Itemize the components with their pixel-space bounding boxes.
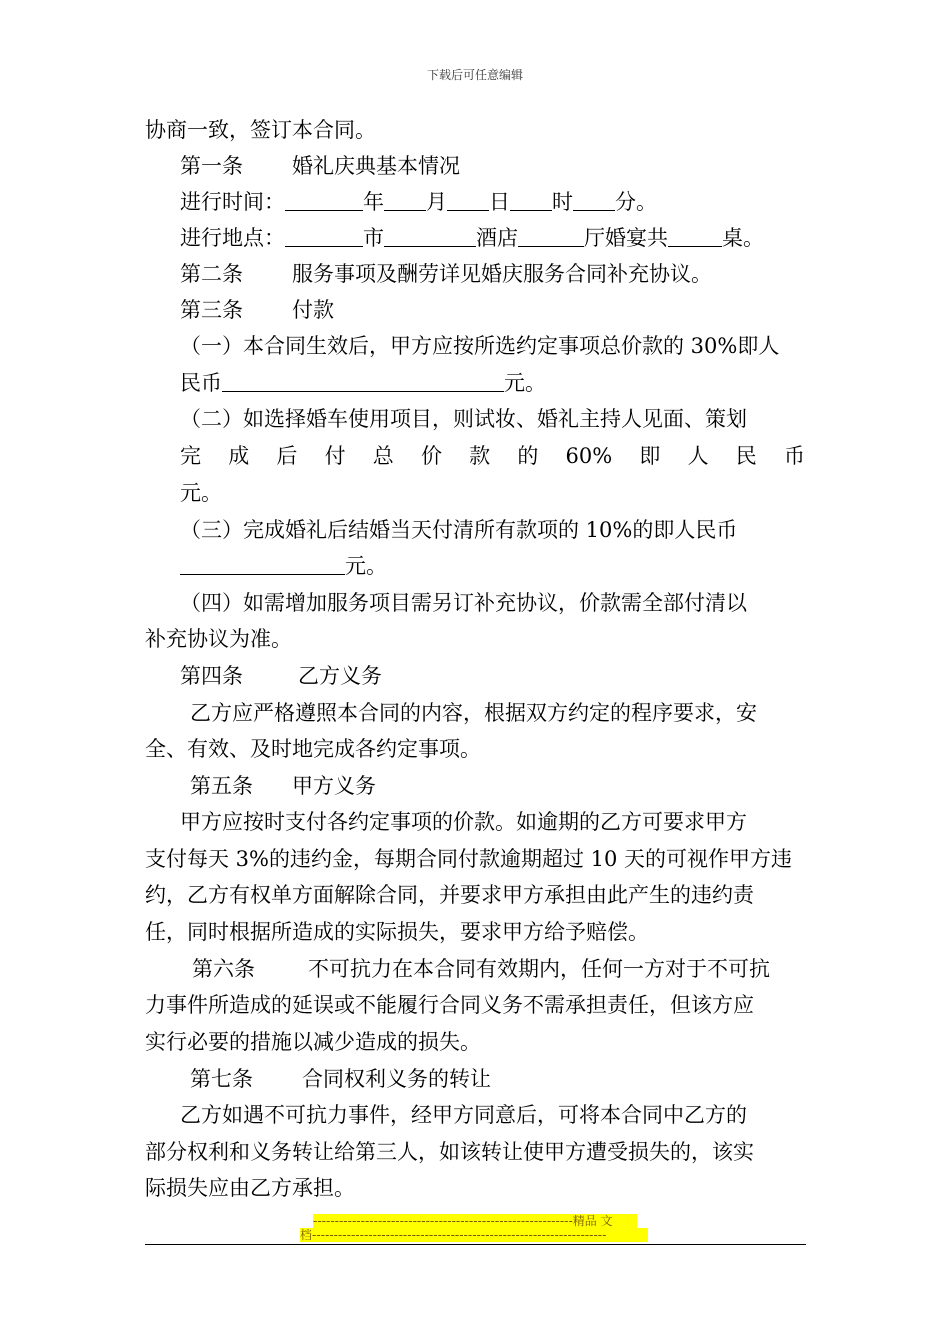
- blank-field: [384, 190, 426, 211]
- char: 人: [687, 444, 709, 468]
- text-line: 协商一致，签订本合同。: [145, 118, 376, 142]
- place-label: 进行地点：: [180, 226, 285, 250]
- footer-divider: [145, 1244, 806, 1245]
- text-span: 民币: [180, 371, 222, 395]
- payment-item-2-justified: [180, 443, 805, 469]
- blank-field: [518, 226, 584, 247]
- hour-label: 时: [552, 190, 573, 214]
- char: 款: [469, 444, 491, 468]
- blank-field: [180, 554, 345, 575]
- char: 币: [783, 444, 805, 468]
- article-6-line-1: 不可抗力在本合同有效期内，任何一方对于不可抗: [308, 957, 770, 981]
- blank-field: [447, 190, 489, 211]
- city-label: 市: [363, 226, 384, 250]
- article-7-number: 第七条: [190, 1067, 253, 1091]
- payment-item-3: （三）完成婚礼后结婚当天付清所有款项的 10%的即人民币: [180, 518, 738, 542]
- blank-field: [573, 190, 615, 211]
- char: 付: [324, 444, 346, 468]
- year-label: 年: [363, 190, 384, 214]
- article-6-number: 第六条: [192, 957, 255, 981]
- payment-item-1: （一）本合同生效后，甲方应按所选约定事项总价款的 30%即人: [180, 334, 780, 358]
- blank-field: [510, 190, 552, 211]
- char: 价: [420, 444, 442, 468]
- time-row: [180, 189, 657, 215]
- char: 完: [180, 444, 201, 468]
- footer-watermark-line-1: ------------------------------------------------------------精品 文: [313, 1214, 637, 1228]
- char: 60%: [565, 444, 613, 468]
- blank-field: [285, 190, 363, 211]
- article-5-title: 甲方义务: [292, 774, 376, 798]
- payment-item-4-cont: 补充协议为准。: [145, 627, 292, 651]
- payment-item-1-amount: [180, 370, 546, 396]
- article-6-line-3: 实行必要的措施以减少造成的损失。: [145, 1030, 481, 1054]
- char: 成: [228, 444, 250, 468]
- day-label: 日: [489, 190, 510, 214]
- blank-field: [668, 226, 722, 247]
- article-2-text: 服务事项及酬劳详见婚庆服务合同补充协议。: [292, 262, 712, 286]
- text-span: 元。: [345, 554, 387, 578]
- payment-item-2: （二）如选择婚车使用项目，则试妆、婚礼主持人见面、策划: [180, 407, 747, 431]
- article-4-line-2: 全、有效、及时地完成各约定事项。: [145, 737, 481, 761]
- article-5-line-4: 任，同时根据所造成的实际损失，要求甲方给予赔偿。: [145, 920, 649, 944]
- char: 的: [517, 444, 539, 468]
- text-span: 元。: [504, 371, 546, 395]
- char: 民: [735, 444, 757, 468]
- minute-label: 分。: [615, 190, 657, 214]
- article-4-title: 乙方义务: [298, 664, 382, 688]
- footer-watermark-line-2: 档--------------------------------------------------------------------: [300, 1228, 648, 1242]
- article-6-line-2: 力事件所造成的延误或不能履行合同义务不需承担责任，但该方应: [145, 993, 754, 1017]
- payment-item-3-amount: [180, 553, 387, 579]
- article-5-line-3: 约，乙方有权单方面解除合同，并要求甲方承担由此产生的违约责: [145, 883, 754, 907]
- article-7-line-3: 际损失应由乙方承担。: [145, 1176, 355, 1200]
- char: 总: [372, 444, 394, 468]
- hotel-label: 酒店: [476, 226, 518, 250]
- blank-field: [285, 226, 363, 247]
- article-4-line-1: 乙方应严格遵照本合同的内容，根据双方约定的程序要求，安: [190, 701, 757, 725]
- table-label: 桌。: [722, 226, 764, 250]
- month-label: 月: [426, 190, 447, 214]
- hall-label: 厅婚宴共: [584, 226, 668, 250]
- blank-field: [384, 226, 476, 247]
- place-row: [180, 225, 764, 251]
- article-1-title: 婚礼庆典基本情况: [292, 154, 460, 178]
- payment-item-2-end: 元。: [180, 481, 222, 505]
- char: 即: [639, 444, 661, 468]
- article-7-line-1: 乙方如遇不可抗力事件，经甲方同意后，可将本合同中乙方的: [180, 1103, 747, 1127]
- article-4-number: 第四条: [180, 664, 243, 688]
- char: 后: [276, 444, 298, 468]
- time-label: 进行时间：: [180, 190, 285, 214]
- article-3-number: 第三条: [180, 298, 243, 322]
- article-2-number: 第二条: [180, 262, 243, 286]
- article-5-line-1: 甲方应按时支付各约定事项的价款。如逾期的乙方可要求甲方: [180, 810, 747, 834]
- article-3-title: 付款: [292, 298, 334, 322]
- article-5-line-2: 支付每天 3%的违约金，每期合同付款逾期超过 10 天的可视作甲方违: [145, 847, 793, 871]
- article-7-title: 合同权利义务的转让: [302, 1067, 491, 1091]
- page-header: 下载后可任意编辑: [426, 68, 523, 82]
- article-5-number: 第五条: [190, 774, 253, 798]
- blank-field: [222, 371, 504, 392]
- article-1-number: 第一条: [180, 154, 243, 178]
- payment-item-4: （四）如需增加服务项目需另订补充协议，价款需全部付清以: [180, 591, 747, 615]
- article-7-line-2: 部分权利和义务转让给第三人，如该转让使甲方遭受损失的，该实: [145, 1140, 754, 1164]
